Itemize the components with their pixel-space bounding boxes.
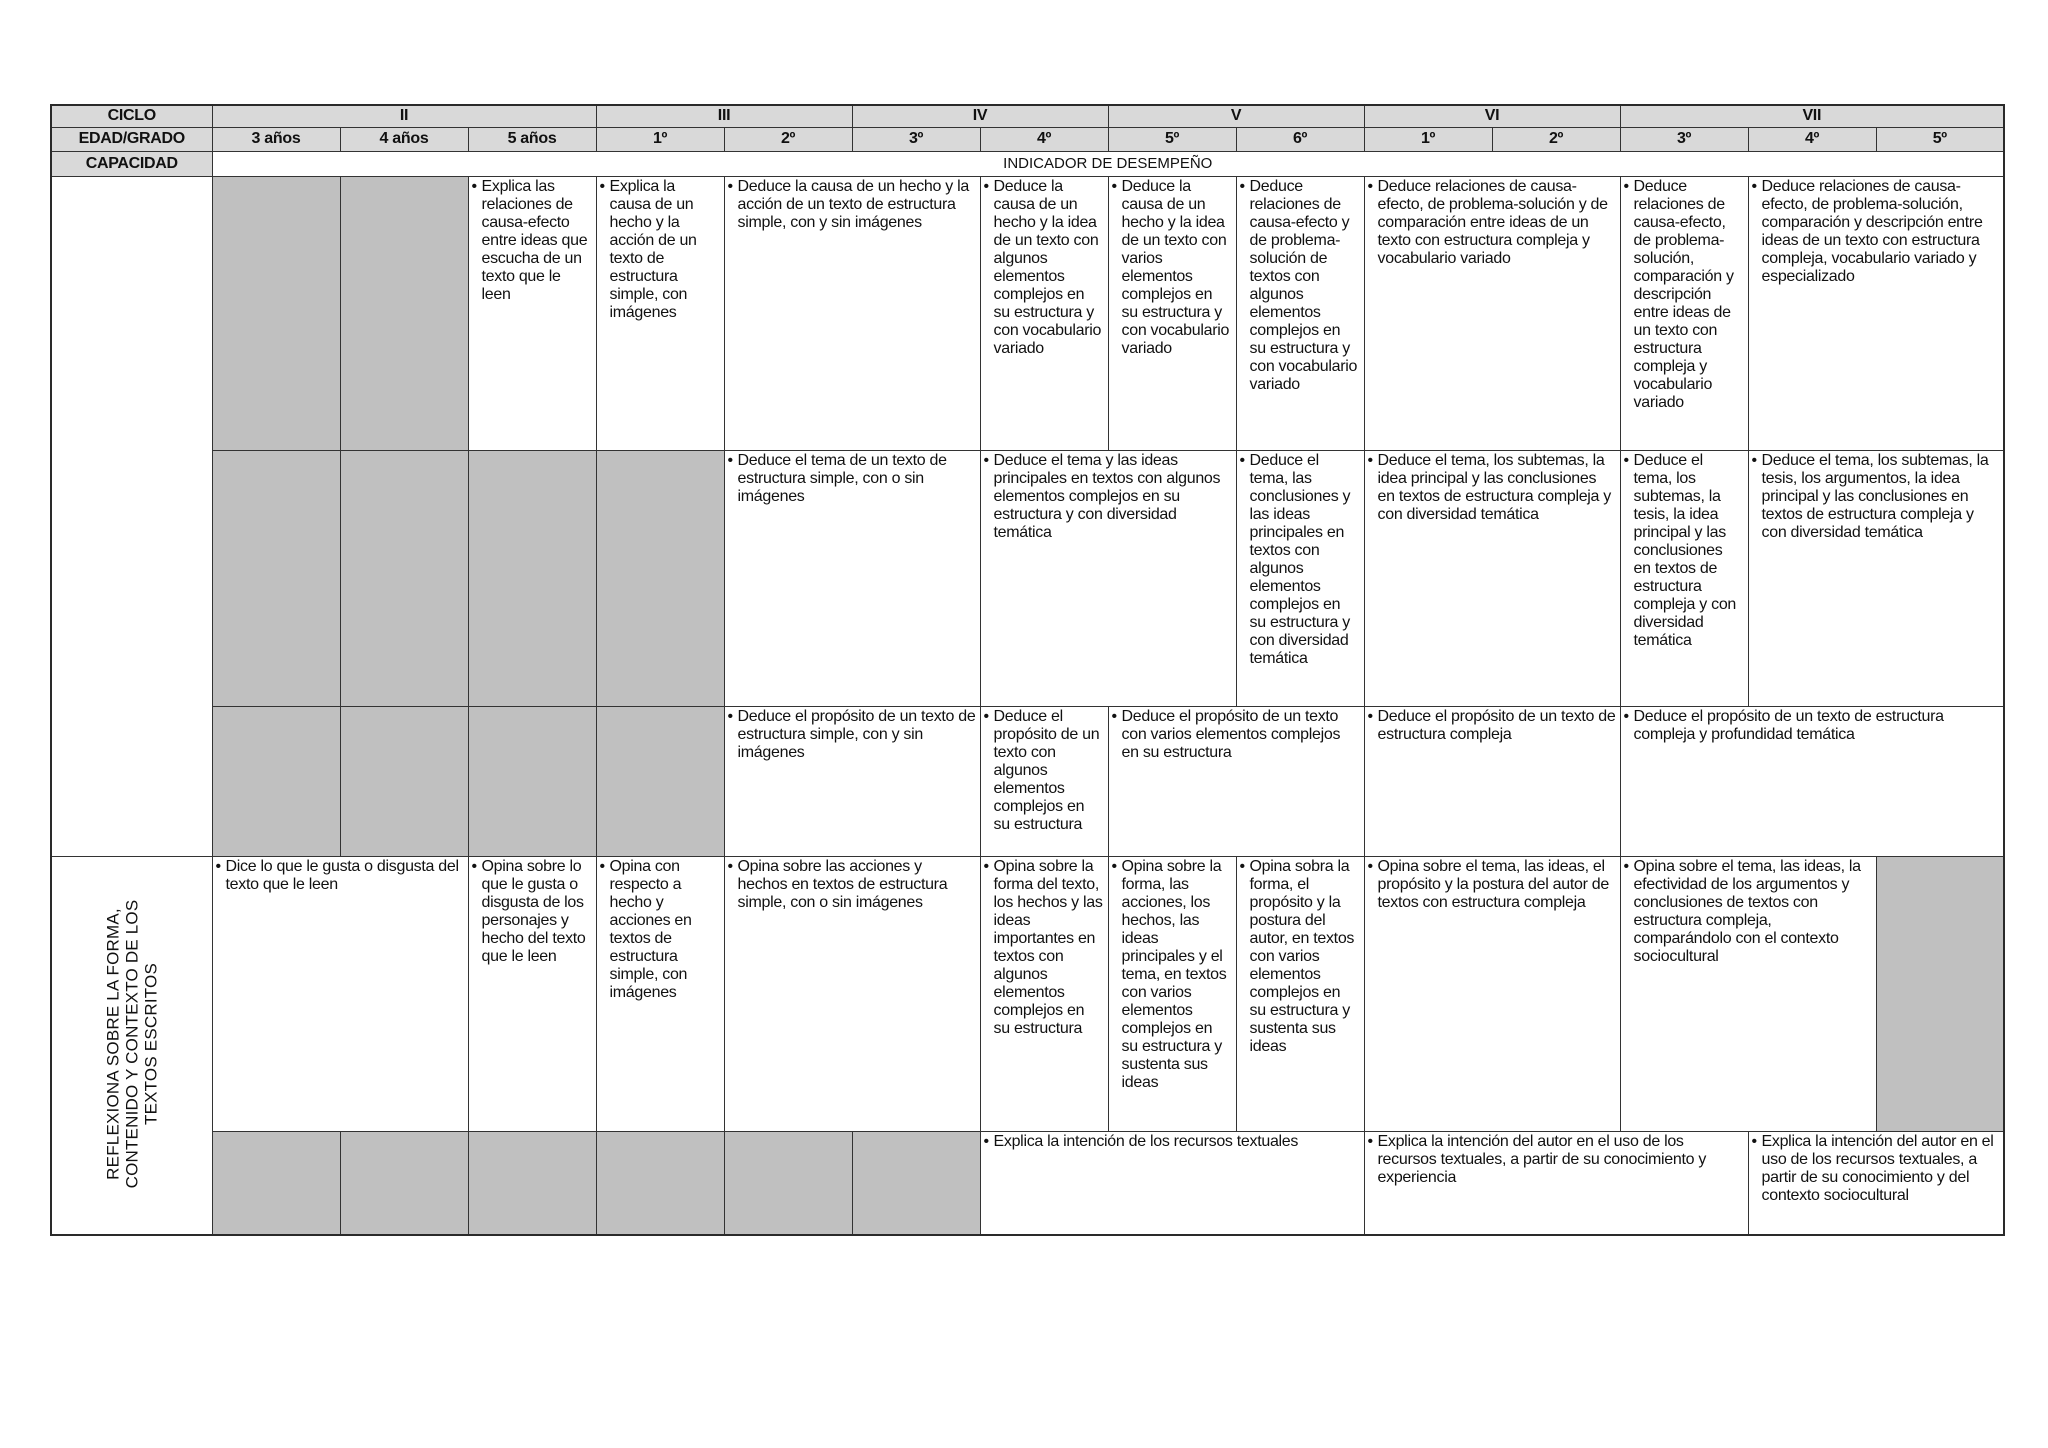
indicator-cell	[724, 856, 980, 1131]
cycle-header: IV	[852, 105, 1108, 127]
indicator-cell	[596, 176, 724, 450]
grade-header: 1º	[1364, 127, 1492, 151]
indicator-text: • Deduce el tema y las ideas principales en textos con algunos elementos complejos en su estructura y con diversidad temática	[981, 451, 1236, 542]
ciclo-header-row	[51, 105, 2004, 127]
desempeno-table	[50, 104, 2005, 1236]
indicator-text: • Explica la intención de los recursos textuales	[981, 1132, 1364, 1151]
indicator-text: • Deduce la causa de un hecho y la idea de un texto con varios elementos complejos en su estructura y con vocabulario variado	[1109, 177, 1236, 358]
indicator-cell	[1364, 176, 1620, 450]
grade-header: 5º	[1108, 127, 1236, 151]
grade-header: 3º	[852, 127, 980, 151]
indicator-text: • Deduce relaciones de causa-efecto, de problema-solución, comparación y descripción entre ideas de un texto con estructura compleja, vocabulario variado y especializado	[1749, 177, 2004, 286]
indicator-text: • Deduce el tema de un texto de estructura simple, con o sin imágenes	[725, 451, 980, 506]
indicator-cell	[468, 856, 596, 1131]
indicator-cell	[596, 856, 724, 1131]
empty-cell	[212, 176, 340, 450]
capacidad-cell	[51, 856, 212, 1235]
table-row	[51, 706, 2004, 856]
grade-header: 3º	[1620, 127, 1748, 151]
indicator-cell	[1620, 856, 1876, 1131]
empty-cell	[212, 450, 340, 706]
cycle-header: II	[212, 105, 596, 127]
capacidad-label: CAPACIDAD	[51, 151, 212, 176]
indicator-cell	[468, 176, 596, 450]
indicator-text: • Opina sobre las acciones y hechos en textos de estructura simple, con o sin imágenes	[725, 857, 980, 912]
indicador-header: INDICADOR DE DESEMPEÑO	[212, 151, 2004, 176]
indicator-text: • Deduce el propósito de un texto de estructura compleja y profundidad temática	[1621, 707, 2004, 744]
indicator-text: • Opina sobra la forma, el propósito y la postura del autor, en textos con varios elementos complejos en su estructura y sustenta sus ideas	[1237, 857, 1364, 1056]
indicator-text: • Deduce relaciones de causa-efecto y de problema-solución de textos con algunos elementos complejos en su estructura y con vocabulario variado	[1237, 177, 1364, 394]
capacidad-cell-blank	[51, 176, 212, 856]
indicator-text: • Dice lo que le gusta o disgusta del texto que le leen	[213, 857, 468, 894]
grade-header: 3 años	[212, 127, 340, 151]
indicator-text: • Opina sobre el tema, las ideas, la efectividad de los argumentos y conclusiones de textos con estructura compleja, comparándolo con el contexto sociocultural	[1621, 857, 1876, 966]
empty-cell	[340, 450, 468, 706]
cycle-header: VI	[1364, 105, 1620, 127]
indicator-cell	[1620, 450, 1748, 706]
indicator-text: • Deduce el tema, los subtemas, la tesis, los argumentos, la idea principal y las conclusiones en textos de estructura compleja y con diversidad temática	[1749, 451, 2004, 542]
grade-header: 2º	[1492, 127, 1620, 151]
indicator-text: • Explica la causa de un hecho y la acción de un texto de estructura simple, con imágenes	[597, 177, 724, 322]
grade-header: 2º	[724, 127, 852, 151]
indicator-cell	[1364, 1131, 1748, 1235]
empty-cell	[212, 706, 340, 856]
indicator-text: • Deduce el tema, los subtemas, la idea principal y las conclusiones en textos de estructura compleja y con diversidad temática	[1365, 451, 1620, 524]
indicator-text: • Deduce el propósito de un texto de estructura compleja	[1365, 707, 1620, 744]
indicator-cell	[980, 856, 1108, 1131]
cycle-header: V	[1108, 105, 1364, 127]
empty-cell	[1876, 856, 2004, 1131]
table-row	[51, 1131, 2004, 1235]
indicator-text: • Opina sobre la forma del texto, los hechos y las ideas importantes en textos con algunos elementos complejos en su estructura	[981, 857, 1108, 1038]
indicator-cell	[212, 856, 468, 1131]
indicator-cell	[980, 176, 1108, 450]
indicator-text: • Deduce el propósito de un texto con algunos elementos complejos en su estructura	[981, 707, 1108, 834]
capacidad-reflexiona-label: REFLEXIONA SOBRE LA FORMA, CONTENIDO Y CONTEXTO DE LOS TEXTOS ESCRITOS	[103, 899, 161, 1188]
indicator-cell	[1364, 856, 1620, 1131]
indicator-cell	[1236, 450, 1364, 706]
indicator-text: • Opina sobre lo que le gusta o disgusta de los personajes y hecho del texto que le leen	[469, 857, 596, 966]
indicator-cell	[980, 1131, 1364, 1235]
grade-header: 5º	[1876, 127, 2004, 151]
ciclo-label: CICLO	[51, 105, 212, 127]
indicator-cell	[980, 706, 1108, 856]
empty-cell	[596, 1131, 724, 1235]
indicator-cell	[1108, 856, 1236, 1131]
capacidad-box	[52, 857, 212, 1231]
capacidad-header-row	[51, 151, 2004, 176]
indicator-cell	[1364, 706, 1620, 856]
empty-cell	[340, 1131, 468, 1235]
indicator-text: • Opina sobre la forma, las acciones, los hechos, las ideas principales y el tema, en textos con varios elementos complejos en su estructura y sustenta sus ideas	[1109, 857, 1236, 1092]
indicator-cell	[1108, 706, 1364, 856]
grade-header-row	[51, 127, 2004, 151]
indicator-text: • Opina sobre el tema, las ideas, el propósito y la postura del autor de textos con estructura compleja	[1365, 857, 1620, 912]
table-row	[51, 176, 2004, 450]
empty-cell	[340, 706, 468, 856]
indicator-cell	[1236, 856, 1364, 1131]
empty-cell	[468, 1131, 596, 1235]
empty-cell	[724, 1131, 852, 1235]
indicator-text: • Deduce relaciones de causa-efecto, de problema-solución, comparación y descripción entre ideas de un texto con estructura compleja y vocabulario variado	[1621, 177, 1748, 412]
indicator-cell	[1748, 450, 2004, 706]
grade-header: 1º	[596, 127, 724, 151]
indicator-text: • Deduce relaciones de causa-efecto, de problema-solución y de comparación entre ideas de un texto con estructura compleja y vocabulario variado	[1365, 177, 1620, 268]
indicator-text: • Explica la intención del autor en el uso de los recursos textuales, a partir de su conocimiento y experiencia	[1365, 1132, 1748, 1187]
indicator-text: • Deduce el propósito de un texto de estructura simple, con y sin imágenes	[725, 707, 980, 762]
indicator-text: • Deduce el tema, los subtemas, la tesis, la idea principal y las conclusiones en textos de estructura compleja y con diversidad temática	[1621, 451, 1748, 650]
edad-grado-label: EDAD/GRADO	[51, 127, 212, 151]
empty-cell	[212, 1131, 340, 1235]
empty-cell	[596, 706, 724, 856]
table-row	[51, 450, 2004, 706]
empty-cell	[468, 450, 596, 706]
table-row	[51, 856, 2004, 1131]
indicator-cell	[724, 706, 980, 856]
indicator-cell	[1620, 176, 1748, 450]
indicator-cell	[1620, 706, 2004, 856]
cycle-header: III	[596, 105, 852, 127]
indicator-cell	[1748, 1131, 2004, 1235]
indicator-cell	[1748, 176, 2004, 450]
indicator-text: • Explica las relaciones de causa-efecto entre ideas que escucha de un texto que le leen	[469, 177, 596, 304]
grade-header: 6º	[1236, 127, 1364, 151]
empty-cell	[340, 176, 468, 450]
indicator-cell	[1108, 176, 1236, 450]
grade-header: 4 años	[340, 127, 468, 151]
grade-header: 4º	[1748, 127, 1876, 151]
grade-header: 5 años	[468, 127, 596, 151]
indicator-text: • Deduce el tema, las conclusiones y las ideas principales en textos con algunos elementos complejos en su estructura y con diversidad temática	[1237, 451, 1364, 668]
empty-cell	[852, 1131, 980, 1235]
cycle-header: VII	[1620, 105, 2004, 127]
indicator-text: • Deduce el propósito de un texto con varios elementos complejos en su estructura	[1109, 707, 1364, 762]
indicator-text: • Deduce la causa de un hecho y la acción de un texto de estructura simple, con y sin imágenes	[725, 177, 980, 232]
empty-cell	[596, 450, 724, 706]
empty-cell	[468, 706, 596, 856]
indicator-cell	[980, 450, 1236, 706]
indicator-text: • Deduce la causa de un hecho y la idea de un texto con algunos elementos complejos en su estructura y con vocabulario variado	[981, 177, 1108, 358]
indicator-cell	[724, 450, 980, 706]
indicator-text: • Opina con respecto a hecho y acciones en textos de estructura simple, con imágenes	[597, 857, 724, 1002]
indicator-cell	[1236, 176, 1364, 450]
indicator-cell	[724, 176, 980, 450]
indicator-cell	[1364, 450, 1620, 706]
grade-header: 4º	[980, 127, 1108, 151]
indicator-text: • Explica la intención del autor en el uso de los recursos textuales, a partir de su conocimiento y del contexto sociocultural	[1749, 1132, 2004, 1205]
